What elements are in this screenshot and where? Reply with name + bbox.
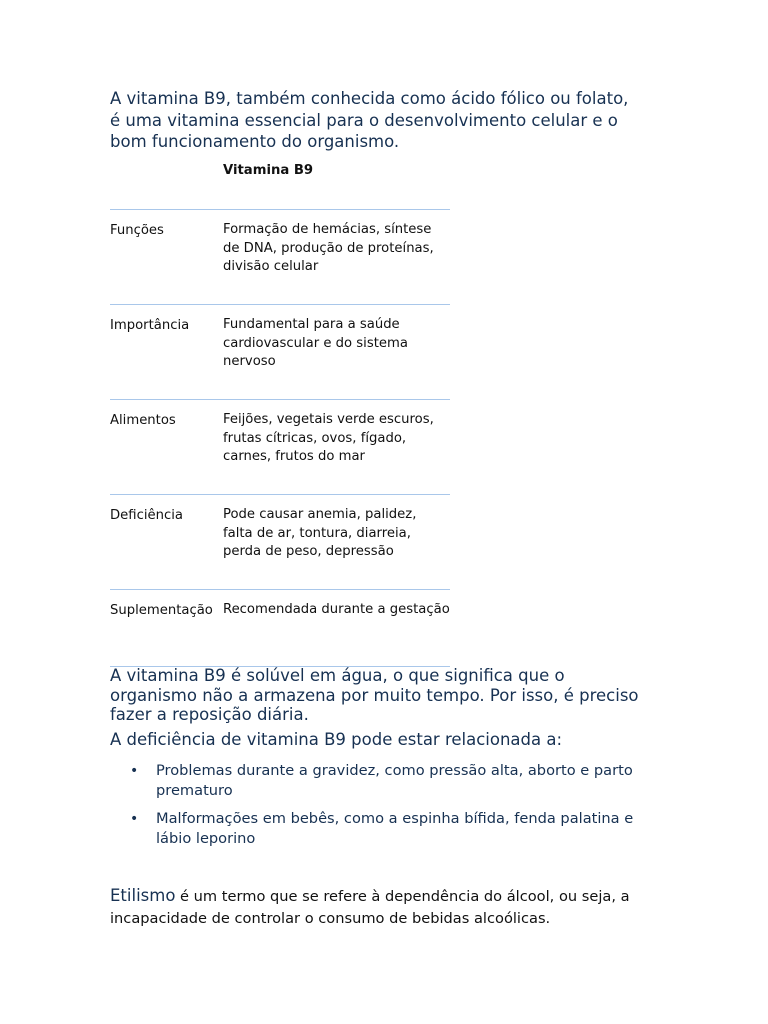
vitamin-table — [110, 162, 450, 666]
table-row — [110, 400, 450, 495]
table-row — [110, 495, 450, 590]
row-label: Suplementação — [110, 603, 213, 618]
row-description: Recomendada durante a gestação — [223, 602, 450, 617]
row-description: Feijões, vegetais verde escuros, frutas cítricas, ovos, fígado, carnes, frutos do mar — [223, 412, 434, 464]
list-item-text: Malformações em bebês, como a espinha bífida, fenda palatina e lábio leporino — [156, 810, 634, 847]
etilismo-term: Etilismo — [110, 886, 176, 905]
table-header-row — [110, 162, 450, 210]
row-label: Importância — [110, 318, 190, 333]
solubility-paragraph: A vitamina B9 é solúvel em água, o que significa que o organismo não a armazena por muito tempo. Por isso, é preciso fazer a reposição diária. — [110, 666, 639, 724]
list-item-text: Problemas durante a gravidez, como pressão alta, aborto e parto prematuro — [156, 762, 633, 799]
table-row — [110, 590, 450, 666]
table-row — [110, 305, 450, 400]
deficiency-intro: A deficiência de vitamina B9 pode estar relacionada a: — [110, 730, 563, 749]
row-description: Pode causar anemia, palidez, falta de ar, tontura, diarreia, perda de peso, depressão — [223, 507, 417, 559]
list-item — [130, 809, 660, 849]
etilismo-definition: é um termo que se refere à dependência do álcool, ou seja, a incapacidade de controlar o consumo de bebidas alcoólicas. — [110, 888, 630, 927]
deficiency-list — [130, 761, 660, 857]
row-label: Alimentos — [110, 413, 176, 428]
bullet-icon: • — [130, 763, 139, 779]
bullet-icon: • — [130, 811, 139, 827]
row-description: Formação de hemácias, síntese de DNA, produção de proteínas, divisão celular — [223, 222, 434, 274]
intro-paragraph: A vitamina B9, também conhecida como ácido fólico ou folato, é uma vitamina essencial para o desenvolvimento celular e o bom funcionamento do organismo. — [110, 89, 629, 151]
table-header-title: Vitamina B9 — [223, 163, 314, 178]
etilismo-paragraph — [110, 885, 670, 930]
row-label: Deficiência — [110, 508, 183, 523]
row-label: Funções — [110, 223, 164, 238]
list-item — [130, 761, 660, 801]
row-description: Fundamental para a saúde cardiovascular e do sistema nervoso — [223, 317, 408, 369]
table-row — [110, 210, 450, 305]
